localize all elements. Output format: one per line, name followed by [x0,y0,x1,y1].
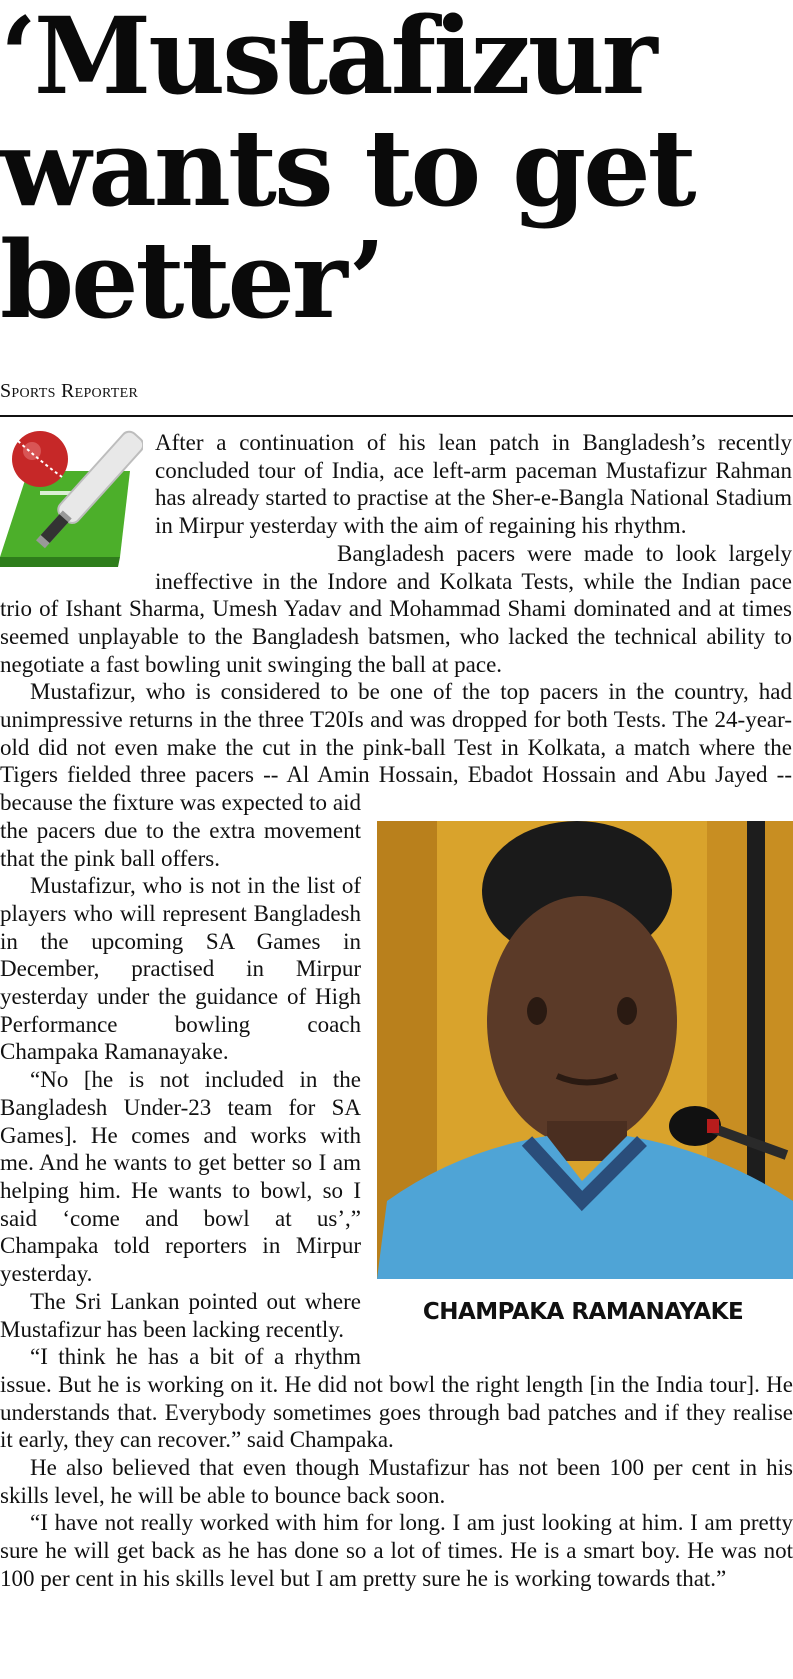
champaka-ramanayake-photo [377,821,793,1279]
paragraph: The Sri Lankan pointed out where Mustafizur has been lacking recently. [0,1288,361,1342]
headline: ‘Mustafizur wants to get better’ [0,0,694,342]
paragraph: After a continuation of his lean patch in Bangladesh’s recently concluded tour of India, ace left-arm paceman Mustafizur Rahman has already started to practise at the Sher-e-Bangla National Stadium in Mirpur yesterday with the aim of regaining his rhythm. [155,430,792,539]
paragraph: “I think he has a bit of a rhythm issue. But he is working on it. He did not bowl the right length [in the India tour]. He understands that. Everybody sometimes goes through bad patches and if they realise it early, they can recover.” said Champaka. [0,1344,793,1453]
paragraph: Mustafizur, who is considered to be one of the top pacers in the country, had unimpressive returns in the three T20Is and was dropped for both Tests. The 24-year-old did not even make the cut in the pink-ball Test in Kolkata, a match where the Tigers fielded three pacers -- Al Amin Hossain, Ebadot Hossain and Abu Jayed -- because the fixture was expected to aid the pacers due to the extra movement that the pink ball offers. [0,679,792,871]
article-body [0,429,793,1593]
paragraph: Mustafizur, who is not in the list of players who will represent Bangladesh in the upcoming SA Games in December, practised in Mirpur yesterday under the guidance of High Performance bowling coach Champaka Ramanayake. [0,873,361,1065]
photo-caption: CHAMPAKA RAMANAYAKE [422,1299,744,1325]
paragraph: “I have not really worked with him for long. I am just looking at him. I am pretty sure he will get back as he has done so a lot of times. He is a smart boy. He was not 100 per cent in his skills level but I am pretty sure he is working towards that.” [0,1510,793,1591]
divider [0,415,793,417]
paragraph: “No [he is not included in the Bangladesh Under-23 team for SA Games]. He comes and works with me. And he wants to get better so I am helping him. He wants to bowl, so I said ‘come and bowl at us’,” Champaka told reporters in Mirpur yesterday. [0,1067,361,1287]
byline: Sports Reporter [0,380,139,402]
photo-frame [373,821,793,1343]
cricket-ball-bat-icon [0,429,143,572]
paragraph: Bangladesh pacers were made to look largely ineffective in the Indore and Kolkata Tests, while the Indian pace trio of Ishant Sharma, Umesh Yadav and Mohammad Shami dominated and at times seemed unplayable to the Bangladesh batsmen, who lacked the technical ability to negotiate a fast bowling unit swinging the ball at pace. [0,540,792,677]
paragraph: He also believed that even though Mustafizur has not been 100 per cent in his skills level, he will be able to bounce back soon. [0,1455,793,1508]
